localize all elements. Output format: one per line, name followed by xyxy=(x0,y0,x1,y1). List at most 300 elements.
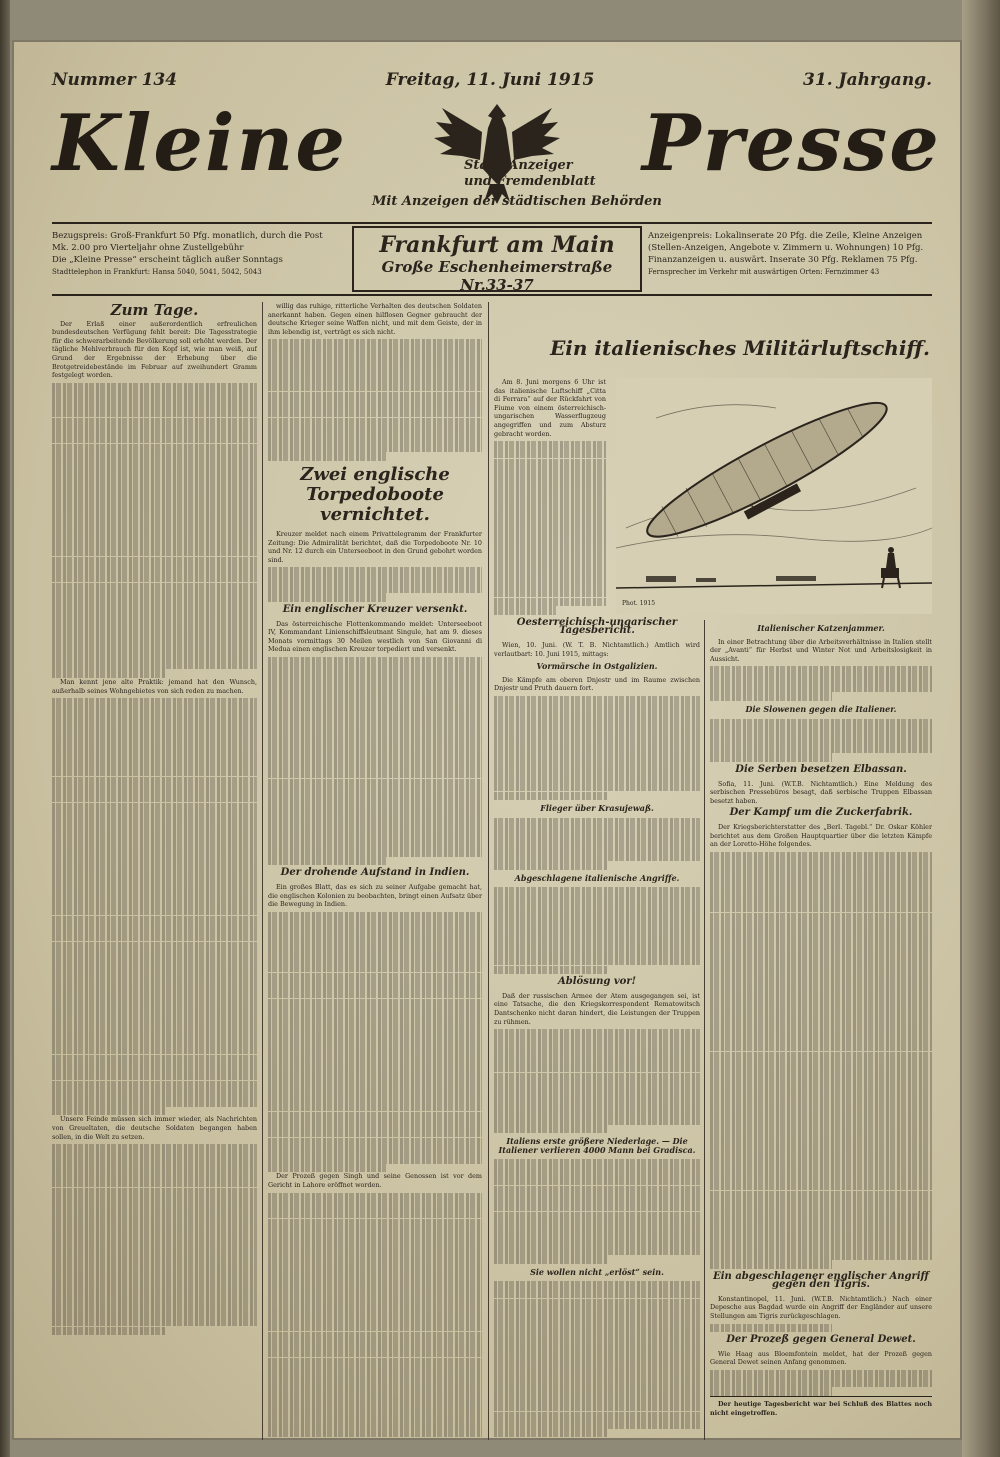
text-line xyxy=(52,496,257,505)
article-paragraph: Sofia, 11. Juni. (W.T.B. Nichtamtlich.) Eine Meldung des serbischen Pressebüros besagt, daß serbische Truppen Elbassan besetzt haben. xyxy=(710,779,932,805)
text-line xyxy=(52,1063,257,1072)
text-line xyxy=(494,1116,700,1125)
text-line xyxy=(494,765,700,774)
article-paragraph: Konstantinopel, 11. Juni. (W.T.B. Nichtamtlich.) Nach einer Depesche aus Bagdad wurde ein Angriff der Engländer auf unsere Stellungen am Tigris zurückgeschlagen. xyxy=(710,1294,932,1320)
masthead-subtitle-3: Mit Anzeigen der städtischen Behörden xyxy=(372,194,662,209)
body-text-block xyxy=(710,719,932,762)
text-line xyxy=(494,896,700,905)
text-line xyxy=(494,818,700,827)
article-paragraph: Man kennt jene alte Praktik: jemand hat den Wunsch, außerhalb seines Wohngebietes von sich reden zu machen. xyxy=(52,678,257,695)
text-line xyxy=(52,985,257,994)
text-line xyxy=(494,1090,700,1099)
text-line xyxy=(268,567,482,576)
text-line xyxy=(710,1052,932,1061)
text-line xyxy=(710,1225,932,1234)
text-line xyxy=(268,831,482,840)
info-bar xyxy=(52,226,932,294)
body-text-block xyxy=(494,1029,700,1133)
text-line xyxy=(52,1072,257,1081)
text-line xyxy=(268,1297,482,1306)
text-line xyxy=(710,1017,932,1026)
text-line xyxy=(494,1333,700,1342)
text-line xyxy=(268,1375,482,1384)
body-text-block xyxy=(268,567,482,602)
text-line xyxy=(52,1222,257,1231)
text-line xyxy=(494,1325,700,1334)
text-line xyxy=(268,1155,482,1164)
text-line xyxy=(710,1025,932,1034)
text-line xyxy=(52,1196,257,1205)
text-line xyxy=(494,1420,700,1429)
text-line xyxy=(52,426,257,435)
text-line xyxy=(494,537,606,546)
text-line xyxy=(268,938,482,947)
text-line xyxy=(268,348,482,357)
text-line xyxy=(494,1229,700,1238)
column-divider xyxy=(262,302,263,1440)
text-line xyxy=(710,913,932,922)
text-line xyxy=(268,1253,482,1262)
text-line xyxy=(268,946,482,955)
text-line xyxy=(710,886,932,895)
text-line xyxy=(494,545,606,554)
article-paragraph: Der Prozeß gegen Singh und seine Genossen ist vor dem Gericht in Lahore eröffnet worden. xyxy=(268,1172,482,1189)
text-line xyxy=(268,1094,482,1103)
body-text-block xyxy=(494,696,700,800)
text-line xyxy=(52,924,257,933)
body-text-block xyxy=(494,887,700,974)
text-line xyxy=(268,692,482,701)
text-line xyxy=(710,1112,932,1121)
text-line xyxy=(52,1179,257,1188)
text-line xyxy=(710,869,932,878)
masthead-title-left: Kleine xyxy=(52,98,348,189)
footer-note: Der heutige Tagesbericht war bei Schluß des Blattes noch nicht eingetroffen. xyxy=(710,1396,932,1417)
text-line xyxy=(268,383,482,392)
article-paragraph: Unsere Feinde müssen sich immer wieder, als Nachrichten von Greueltaten, die deutsche Soldaten begangen haben sollen, in die Welt zu setzen. xyxy=(52,1115,257,1141)
subscription-line-4: Stadttelephon in Frankfurt: Hansa 5040, 5041, 5042, 5043 xyxy=(52,268,262,276)
text-line xyxy=(268,418,482,427)
text-line xyxy=(494,705,700,714)
text-line xyxy=(52,669,165,678)
article-subheading-kreuzer: Ein englischer Kreuzer versenkt. xyxy=(282,603,468,615)
text-line xyxy=(52,1318,257,1327)
text-line xyxy=(494,571,606,580)
text-line xyxy=(52,968,257,977)
text-line xyxy=(52,557,257,566)
text-line xyxy=(494,502,606,511)
text-line xyxy=(494,939,700,948)
text-line xyxy=(52,626,257,635)
text-line xyxy=(268,1059,482,1068)
text-line xyxy=(494,913,700,922)
text-line xyxy=(268,365,482,374)
text-line xyxy=(52,1144,257,1153)
text-line xyxy=(268,805,482,814)
text-line xyxy=(268,1366,482,1375)
text-line xyxy=(494,1429,607,1438)
masthead-title-right: Presse xyxy=(642,98,941,189)
text-line xyxy=(710,1104,932,1113)
text-line xyxy=(710,1191,932,1200)
text-line xyxy=(52,837,257,846)
advert-line-2: (Stellen-Anzeigen, Angebote v. Zimmern u. Wohnungen) 10 Pfg. xyxy=(648,243,924,253)
text-line xyxy=(494,1368,700,1377)
text-line xyxy=(710,1379,932,1388)
text-line xyxy=(268,1193,482,1202)
text-line xyxy=(710,904,932,913)
text-line xyxy=(268,1427,482,1436)
text-line xyxy=(494,598,606,607)
text-line xyxy=(52,916,257,925)
text-line xyxy=(52,1283,257,1292)
text-line xyxy=(710,1034,932,1043)
city-name: Frankfurt am Main xyxy=(379,232,615,258)
text-line xyxy=(494,1255,607,1264)
text-line xyxy=(268,1279,482,1288)
text-line xyxy=(494,1377,700,1386)
text-line xyxy=(268,1025,482,1034)
subscription-line-1: Bezugspreis: Groß-Frankfurt 50 Pfg. monatlich, durch die Post xyxy=(52,231,323,241)
text-line xyxy=(710,1370,932,1379)
text-line xyxy=(494,1081,700,1090)
text-line xyxy=(268,1103,482,1112)
article-paragraph: Der Erlaß einer außerordentlich erfreulichen bundesdeutschen Verfügung fehlt bereit: Die Tagesstrategie für die schwerarbeitende Bevölkerung soll erhöht werden. Der tägliche Mehlverbrauch für den Kopf ist, wie man weiß, auf Grund der Ergebnisse der Erhebung über die Brotgetreidebestände im Februar auf zweihundert Gramm festgelegt worden. xyxy=(52,319,257,380)
text-line xyxy=(52,933,257,942)
text-line xyxy=(494,528,606,537)
text-line xyxy=(268,1340,482,1349)
text-line xyxy=(268,444,482,453)
text-line xyxy=(52,522,257,531)
text-line xyxy=(494,1029,700,1038)
body-text-block xyxy=(710,852,932,1269)
text-line xyxy=(494,1359,700,1368)
text-line xyxy=(268,1051,482,1060)
text-line xyxy=(494,467,606,476)
text-line xyxy=(268,1033,482,1042)
text-line xyxy=(710,860,932,869)
text-line xyxy=(268,973,482,982)
binding-shadow xyxy=(0,0,10,1457)
text-line xyxy=(52,1205,257,1214)
text-line xyxy=(494,511,606,520)
text-line xyxy=(268,857,386,866)
text-line xyxy=(494,580,606,589)
address-box xyxy=(352,226,642,292)
article-paragraph: Wie Haag aus Bloemfontein meldet, hat der Prozeß gegen General Dewet seinen Anfang genommen. xyxy=(710,1349,932,1367)
text-line xyxy=(494,931,700,940)
text-line xyxy=(52,698,257,707)
text-line xyxy=(52,435,257,444)
text-line xyxy=(52,652,257,661)
body-text-block xyxy=(710,1370,932,1396)
text-line xyxy=(268,1077,482,1086)
article-heading-elbassan: Die Serben besetzen Elbassan. xyxy=(735,763,907,775)
text-line xyxy=(268,585,482,594)
text-line xyxy=(52,1300,257,1309)
text-line xyxy=(268,770,482,779)
text-line xyxy=(268,657,482,666)
text-line xyxy=(710,692,832,701)
text-line xyxy=(52,1028,257,1037)
text-line xyxy=(710,930,932,939)
text-line xyxy=(268,848,482,857)
text-line xyxy=(52,513,257,522)
article-paragraph: Am 8. Juni morgens 6 Uhr ist das italienische Luftschiff „Citta di Ferrara“ auf der Rückfahrt von Fiume von einem österreichisch-ungarischen Wasserflugzeug angegriffen und zum Absturz gebracht worden. xyxy=(494,378,606,438)
text-line xyxy=(494,1238,700,1247)
text-line xyxy=(494,748,700,757)
body-text-block xyxy=(268,1193,482,1438)
text-line xyxy=(710,1243,932,1252)
text-line xyxy=(268,374,482,383)
text-line xyxy=(710,895,932,904)
advert-line-4: Fernsprecher im Verkehr mit auswärtigen Orten: Fernzimmer 43 xyxy=(648,268,880,276)
text-line xyxy=(494,1159,700,1168)
eagle-crest-icon xyxy=(432,98,562,208)
text-line xyxy=(52,855,257,864)
advert-line-1: Anzeigenpreis: Lokalinserate 20 Pfg. die Zeile, Kleine Anzeigen xyxy=(648,231,923,241)
text-line xyxy=(710,1251,932,1260)
text-line xyxy=(52,539,257,548)
text-line xyxy=(268,1138,482,1147)
article-heading-zum-tage: Zum Tage. xyxy=(110,302,199,319)
text-line xyxy=(268,700,482,709)
text-line xyxy=(268,1112,482,1121)
column-2 xyxy=(268,302,482,1437)
text-line xyxy=(268,796,482,805)
text-line xyxy=(494,554,606,563)
text-line xyxy=(52,609,257,618)
text-line xyxy=(710,1130,932,1139)
text-line xyxy=(52,661,257,670)
article-subheading: Flieger über Krasujewaß. xyxy=(540,803,654,814)
text-line xyxy=(710,1060,932,1069)
text-line xyxy=(52,1274,257,1283)
text-line xyxy=(52,1188,257,1197)
text-line xyxy=(268,1436,482,1437)
text-line xyxy=(52,583,257,592)
text-line xyxy=(710,939,932,948)
text-line xyxy=(494,1046,700,1055)
text-line xyxy=(52,1020,257,1029)
text-line xyxy=(268,709,482,718)
article-heading-dewet: Der Prozeß gegen General Dewet. xyxy=(726,1334,916,1346)
column-divider xyxy=(704,620,705,1440)
text-line xyxy=(52,785,257,794)
text-line xyxy=(268,357,482,366)
column-1 xyxy=(52,302,257,1437)
text-line xyxy=(268,1129,482,1138)
text-line xyxy=(268,999,482,1008)
text-line xyxy=(52,716,257,725)
text-line xyxy=(52,487,257,496)
text-line xyxy=(494,1212,700,1221)
text-line xyxy=(268,752,482,761)
article-paragraph: willig das ruhige, ritterliche Verhalten des deutschen Soldaten anerkannt haben. Gegen einen hilflosen Gegner gebraucht der deutsche Krieger seine Waffen nicht, und mit dem Geiste, der in ihm lebendig ist, verträgt es sich nicht. xyxy=(268,302,482,336)
text-line xyxy=(52,1266,257,1275)
text-line xyxy=(494,757,700,766)
text-line xyxy=(710,878,932,887)
text-line xyxy=(494,1177,700,1186)
text-line xyxy=(52,530,257,539)
text-line xyxy=(494,713,700,722)
text-line xyxy=(494,1168,700,1177)
text-line xyxy=(52,846,257,855)
figure-caption: Phot. 1915 xyxy=(622,600,656,607)
text-line xyxy=(52,889,257,898)
text-line xyxy=(52,409,257,418)
text-line xyxy=(52,635,257,644)
article-subheading: Italienischer Katzenjammer. xyxy=(757,623,885,633)
text-line xyxy=(268,1007,482,1016)
text-line xyxy=(710,1199,932,1208)
article-subheading: Abgeschlagene italienische Angriffe. xyxy=(514,872,680,883)
text-line xyxy=(710,1086,932,1095)
text-line xyxy=(494,1342,700,1351)
masthead-subtitle-1: Stadt-Anzeiger xyxy=(464,158,573,173)
text-line xyxy=(710,1156,932,1165)
airship-illustration xyxy=(616,378,932,614)
text-line xyxy=(52,470,257,479)
text-line xyxy=(268,1210,482,1219)
text-line xyxy=(710,965,932,974)
text-line xyxy=(268,1323,482,1332)
body-text-block xyxy=(52,698,257,1115)
text-line xyxy=(268,990,482,999)
text-line xyxy=(52,1248,257,1257)
text-line xyxy=(494,441,606,450)
text-line xyxy=(52,1309,257,1318)
body-text-block xyxy=(268,912,482,1173)
newspaper-page xyxy=(12,40,962,1440)
text-line xyxy=(710,745,932,754)
text-line xyxy=(268,1392,482,1401)
text-line xyxy=(268,683,482,692)
text-line xyxy=(494,887,700,896)
issue-date: Freitag, 11. Juni 1915 xyxy=(385,70,595,90)
text-line xyxy=(52,872,257,881)
text-line xyxy=(494,1351,700,1360)
text-line xyxy=(710,1260,832,1269)
issue-number: Nummer 134 xyxy=(52,70,178,90)
masthead-subtitle-2: und Fremdenblatt xyxy=(464,174,596,189)
text-line xyxy=(268,813,482,822)
body-text-block xyxy=(710,1324,932,1333)
text-line xyxy=(494,948,700,957)
article-subheading: Die Slowenen gegen die Italiener. xyxy=(745,704,897,715)
body-text-block xyxy=(494,1281,700,1437)
text-line xyxy=(494,905,700,914)
text-line xyxy=(268,787,482,796)
text-line xyxy=(494,1290,700,1299)
text-line xyxy=(52,976,257,985)
text-line xyxy=(494,1385,700,1394)
text-line xyxy=(52,617,257,626)
text-line xyxy=(268,452,386,461)
text-line xyxy=(52,504,257,513)
advert-prices xyxy=(648,230,932,278)
text-line xyxy=(52,1153,257,1162)
article-subheading: Sie wollen nicht „erlöst“ sein. xyxy=(530,1266,664,1277)
street-address: Große Eschenheimerstraße Nr.33-37 xyxy=(381,258,613,294)
text-line xyxy=(494,722,700,731)
text-line xyxy=(268,1016,482,1025)
text-line xyxy=(268,1349,482,1358)
text-line xyxy=(494,1073,700,1082)
text-line xyxy=(268,981,482,990)
text-line xyxy=(52,1327,165,1336)
text-line xyxy=(52,1002,257,1011)
advert-line-3: Finanzanzeigen u. auswärt. Inserate 30 Pfg. Reklamen 75 Pfg. xyxy=(648,255,918,265)
text-line xyxy=(494,1038,700,1047)
text-line xyxy=(268,1305,482,1314)
text-line xyxy=(710,1173,932,1182)
text-line xyxy=(268,1332,482,1341)
text-line xyxy=(494,852,700,861)
text-line xyxy=(710,1078,932,1087)
body-text-block xyxy=(494,1159,700,1263)
body-text-block xyxy=(268,339,482,461)
article-paragraph: Der Kriegsberichterstatter des „Berl. Tagebl.“ Dr. Oskar Köhler berichtet aus dem Großen Hauptquartier über die letzten Kämpfe an der Loretto-Höhe folgendes. xyxy=(710,822,932,849)
text-line xyxy=(52,733,257,742)
text-line xyxy=(494,1394,700,1403)
text-line xyxy=(52,724,257,733)
body-text-block xyxy=(268,657,482,865)
text-line xyxy=(52,1231,257,1240)
text-line xyxy=(494,835,700,844)
text-line xyxy=(268,779,482,788)
text-line xyxy=(268,726,482,735)
text-line xyxy=(710,982,932,991)
volume-year: 31. Jahrgang. xyxy=(803,70,932,90)
text-line xyxy=(52,777,257,786)
article-paragraph: Kreuzer meldet nach einem Privattelegramm der Frankfurter Zeitung: Die Admiralität berichtet, daß die Torpedoboote Nr. 10 und Nr. 12 durch ein Unterseeboot in den Grund gebohrt worden sind. xyxy=(268,529,482,564)
text-line xyxy=(494,731,700,740)
text-line xyxy=(268,1120,482,1129)
text-line xyxy=(52,461,257,470)
text-line xyxy=(268,912,482,921)
text-line xyxy=(710,1043,932,1052)
text-line xyxy=(710,675,932,684)
text-line xyxy=(52,643,257,652)
text-line xyxy=(494,792,607,801)
article-subheading: Italiens erste größere Niederlage. — Die Italiener verlieren 4000 Mann bei Gradisca. xyxy=(498,1136,696,1155)
text-line xyxy=(52,942,257,951)
subscription-info xyxy=(52,230,352,278)
text-line xyxy=(52,881,257,890)
subscription-line-2: Mk. 2.00 pro Vierteljahr ohne Zustellgebühr xyxy=(52,243,244,253)
text-line xyxy=(710,753,832,762)
text-line xyxy=(494,783,700,792)
header-line xyxy=(52,70,932,90)
text-line xyxy=(710,973,932,982)
text-line xyxy=(268,955,482,964)
text-line xyxy=(710,666,932,675)
text-line xyxy=(268,1262,482,1271)
text-line xyxy=(494,696,700,705)
text-line xyxy=(710,736,932,745)
text-line xyxy=(52,1037,257,1046)
text-line xyxy=(268,1146,482,1155)
text-line xyxy=(710,1164,932,1173)
text-line xyxy=(268,1201,482,1210)
text-line xyxy=(52,478,257,487)
text-line xyxy=(494,459,606,468)
text-line xyxy=(710,1147,932,1156)
text-line xyxy=(52,452,257,461)
text-line xyxy=(52,1107,165,1116)
text-line xyxy=(52,794,257,803)
